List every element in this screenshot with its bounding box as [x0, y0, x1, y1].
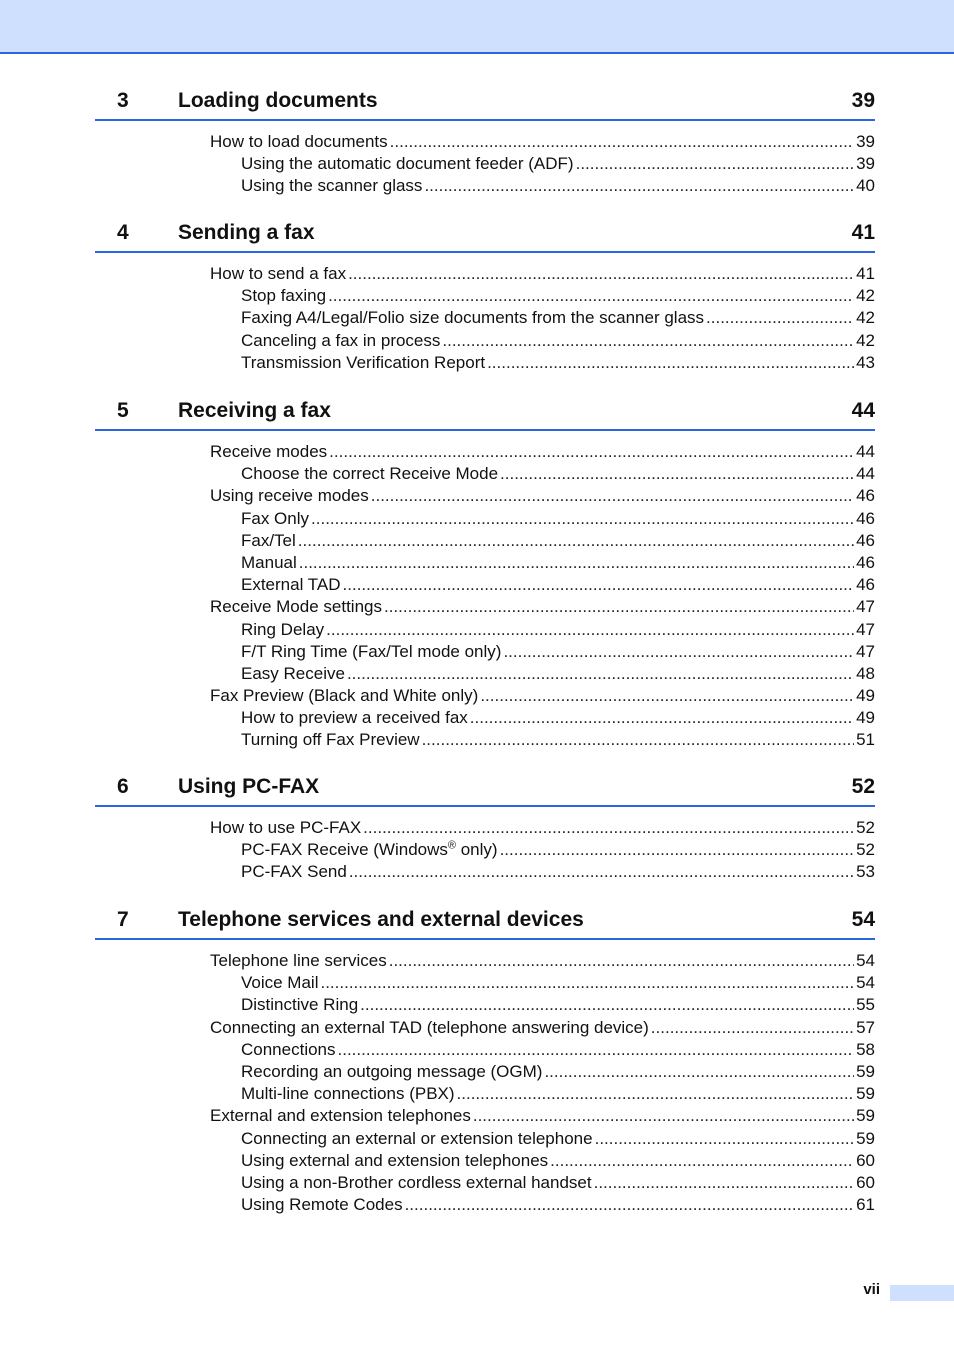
chapter-number: 3 — [117, 89, 129, 112]
dot-leader — [576, 153, 854, 175]
dot-leader — [363, 817, 854, 839]
dot-leader — [595, 1128, 854, 1150]
dot-leader — [311, 508, 854, 530]
dot-leader — [329, 441, 854, 463]
dot-leader — [422, 729, 855, 751]
footer-band — [890, 1285, 954, 1301]
dot-leader — [348, 263, 854, 285]
dot-leader — [424, 175, 854, 197]
toc-entry[interactable]: Fax Only ..... 46 — [95, 508, 875, 530]
chapter-page: 54 — [851, 908, 875, 931]
chapter-number: 7 — [117, 908, 129, 931]
toc-entry[interactable]: How to send a fax ..... 41 — [95, 263, 875, 285]
toc-entry[interactable]: PC-FAX Receive (Windows® only) ..... 52 — [95, 839, 875, 861]
page-number: vii — [863, 1281, 880, 1298]
toc-entry[interactable]: Using the automatic document feeder (ADF) ..... 39 — [95, 153, 875, 175]
chapter-4 — [95, 221, 875, 374]
toc-entry[interactable]: Voice Mail ..... 54 — [95, 972, 875, 994]
dot-leader — [442, 330, 854, 352]
toc-entry[interactable]: How to preview a received fax ..... 49 — [95, 707, 875, 729]
header-band — [0, 0, 954, 54]
dot-leader — [390, 131, 854, 153]
toc-entry[interactable]: Distinctive Ring ..... 55 — [95, 994, 875, 1016]
toc-entry[interactable]: Turning off Fax Preview ..... 51 — [95, 729, 875, 751]
chapter-6 — [95, 775, 875, 884]
toc-entry[interactable]: Multi-line connections (PBX) ..... 59 — [95, 1083, 875, 1105]
dot-leader — [480, 685, 854, 707]
toc-entry[interactable]: How to load documents ..... 39 — [95, 131, 875, 153]
dot-leader — [389, 950, 854, 972]
dot-leader — [405, 1194, 855, 1216]
chapter-title[interactable]: Using PC-FAX — [178, 775, 320, 798]
toc-entry[interactable]: Connecting an external TAD (telephone answering device) ..... 57 — [95, 1017, 875, 1039]
toc-entry[interactable]: Ring Delay ..... 47 — [95, 619, 875, 641]
chapter-number: 4 — [117, 221, 129, 244]
toc-entry[interactable]: Using Remote Codes ..... 61 — [95, 1194, 875, 1216]
chapter-number: 6 — [117, 775, 129, 798]
toc-entry[interactable]: Telephone line services ..... 54 — [95, 950, 875, 972]
dot-leader — [347, 663, 854, 685]
toc-entry[interactable]: How to use PC-FAX ..... 52 — [95, 817, 875, 839]
toc-entry[interactable]: Canceling a fax in process ..... 42 — [95, 330, 875, 352]
dot-leader — [503, 641, 854, 663]
dot-leader — [299, 552, 854, 574]
toc-entry[interactable]: Stop faxing ..... 42 — [95, 285, 875, 307]
toc-entry[interactable]: Using external and extension telephones ..... 60 — [95, 1150, 875, 1172]
dot-leader — [349, 861, 854, 883]
toc-entry[interactable]: Manual ..... 46 — [95, 552, 875, 574]
dot-leader — [457, 1083, 855, 1105]
toc-entry[interactable]: Connections ..... 58 — [95, 1039, 875, 1061]
dot-leader — [651, 1017, 854, 1039]
toc-entry[interactable]: Faxing A4/Legal/Folio size documents from the scanner glass ..... 42 — [95, 307, 875, 329]
toc-entry[interactable]: External TAD ..... 46 — [95, 574, 875, 596]
dot-leader — [550, 1150, 854, 1172]
chapter-7 — [95, 908, 875, 1216]
toc-entry[interactable]: Transmission Verification Report ..... 43 — [95, 352, 875, 374]
toc-entry[interactable]: Choose the correct Receive Mode ..... 44 — [95, 463, 875, 485]
dot-leader — [328, 285, 854, 307]
chapter-heading — [95, 399, 875, 431]
chapter-title[interactable]: Receiving a fax — [178, 399, 331, 422]
toc-entry[interactable]: Using receive modes ..... 46 — [95, 485, 875, 507]
chapter-title[interactable]: Loading documents — [178, 89, 378, 112]
dot-leader — [500, 463, 854, 485]
dot-leader — [320, 972, 854, 994]
dot-leader — [371, 485, 854, 507]
toc-entry[interactable]: Using the scanner glass ..... 40 — [95, 175, 875, 197]
toc-entry[interactable]: Fax/Tel ..... 46 — [95, 530, 875, 552]
dot-leader — [298, 530, 854, 552]
chapter-heading — [95, 908, 875, 940]
chapter-number: 5 — [117, 399, 129, 422]
chapter-title[interactable]: Sending a fax — [178, 221, 315, 244]
toc-entry[interactable]: Connecting an external or extension telephone ..... 59 — [95, 1128, 875, 1150]
toc-entry[interactable]: Recording an outgoing message (OGM) ..... 59 — [95, 1061, 875, 1083]
dot-leader — [326, 619, 854, 641]
toc-entry[interactable]: Receive modes ..... 44 — [95, 441, 875, 463]
dot-leader — [544, 1061, 854, 1083]
toc-entry[interactable]: Fax Preview (Black and White only) ..... 49 — [95, 685, 875, 707]
chapter-heading — [95, 775, 875, 807]
registered-mark: ® — [447, 839, 456, 852]
chapter-5 — [95, 399, 875, 752]
chapter-3 — [95, 89, 875, 198]
dot-leader — [594, 1172, 854, 1194]
chapter-page: 52 — [851, 775, 875, 798]
dot-leader — [360, 994, 854, 1016]
chapter-heading — [95, 221, 875, 253]
toc-entry[interactable]: PC-FAX Send ..... 53 — [95, 861, 875, 883]
toc-entry[interactable]: External and extension telephones ..... 59 — [95, 1105, 875, 1127]
dot-leader — [487, 352, 854, 374]
chapter-heading — [95, 89, 875, 121]
dot-leader — [706, 307, 854, 329]
chapter-page: 44 — [851, 399, 875, 422]
dot-leader — [384, 596, 854, 618]
toc-entry[interactable]: F/T Ring Time (Fax/Tel mode only) ..... 47 — [95, 641, 875, 663]
toc-entry[interactable]: Easy Receive ..... 48 — [95, 663, 875, 685]
dot-leader — [500, 839, 855, 861]
dot-leader — [470, 707, 854, 729]
toc-entry[interactable]: Using a non-Brother cordless external handset ..... 60 — [95, 1172, 875, 1194]
toc-entry[interactable]: Receive Mode settings ..... 47 — [95, 596, 875, 618]
chapter-title[interactable]: Telephone services and external devices — [178, 908, 584, 931]
dot-leader — [343, 574, 855, 596]
dot-leader — [338, 1039, 855, 1061]
dot-leader — [473, 1105, 854, 1127]
chapter-page: 41 — [851, 221, 875, 244]
chapter-page: 39 — [851, 89, 875, 112]
